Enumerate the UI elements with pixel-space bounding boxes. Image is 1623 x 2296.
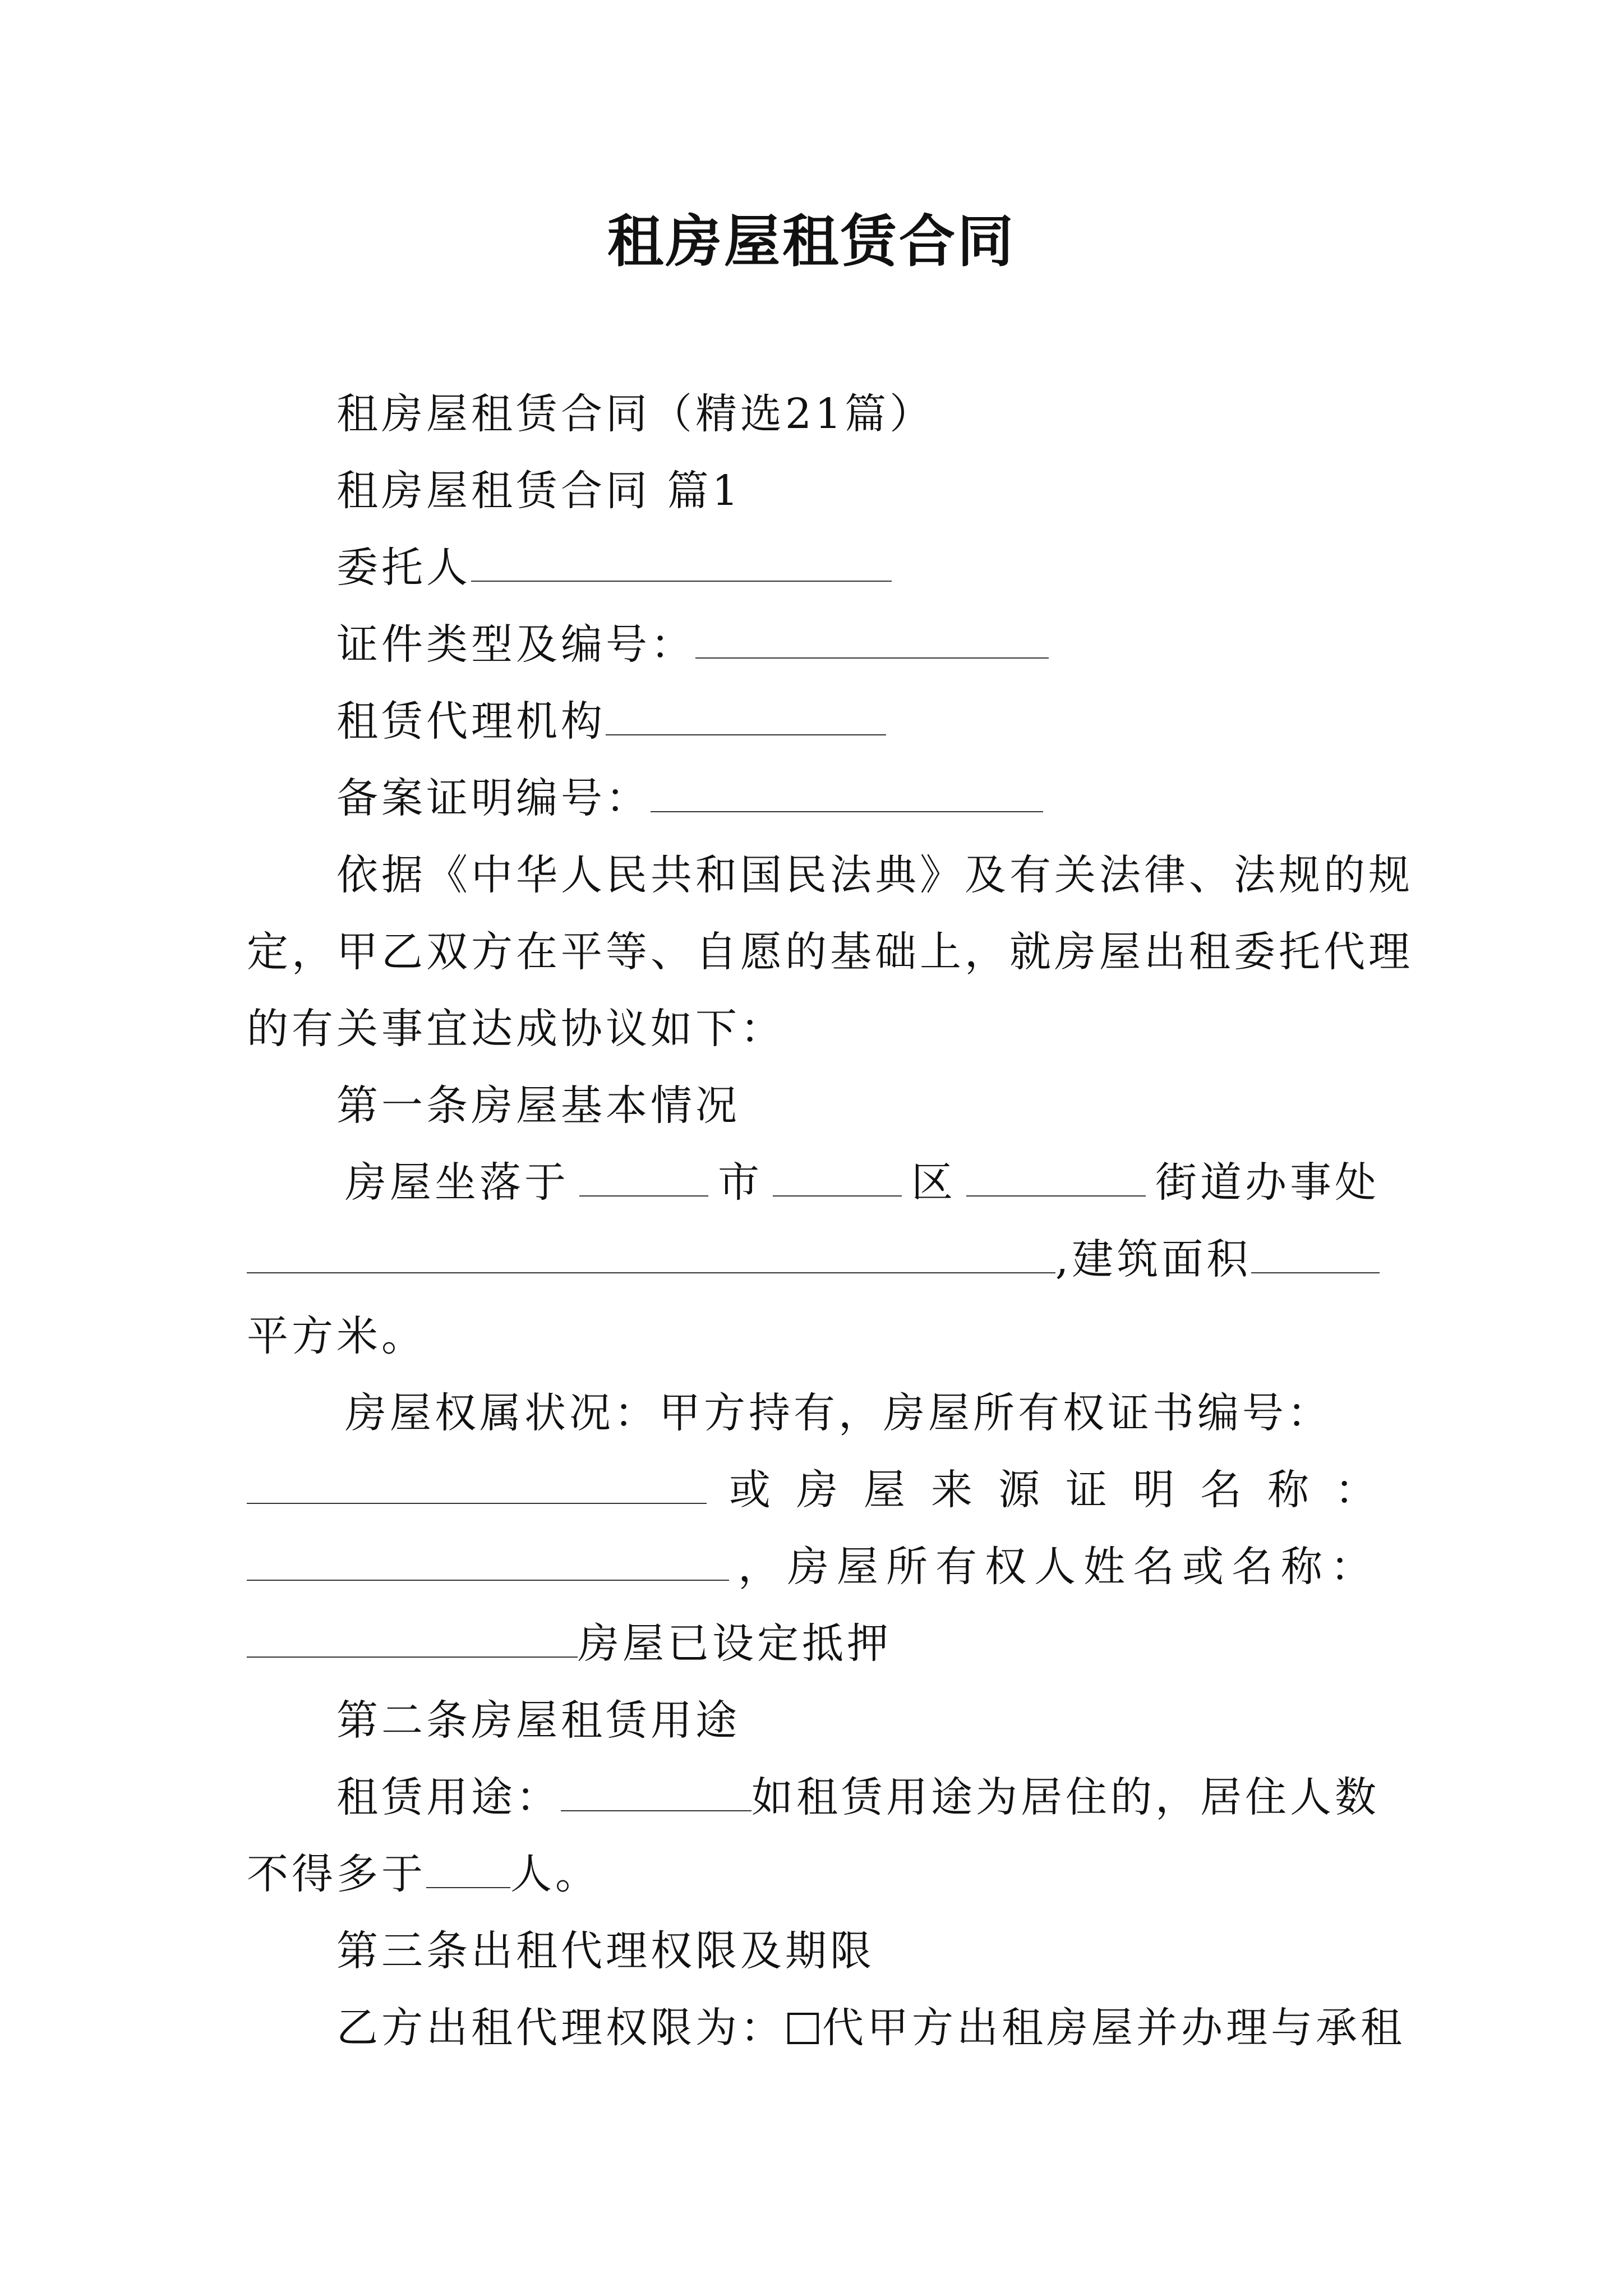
subtitle: 租房屋租赁合同（精选21篇） <box>336 390 935 438</box>
scope-prefix: 乙方出租代理权限为： <box>336 2004 785 2052</box>
area-label: ,建筑面积 <box>1055 1235 1252 1283</box>
agency-blank <box>606 695 886 735</box>
area-blank <box>1251 1233 1380 1273</box>
intro-line-1: 依据《中华人民共和国民法典》及有关法律、法规的规 <box>336 851 1413 899</box>
limit-prefix: 不得多于 <box>247 1850 426 1898</box>
use-note: 如租赁用途为居住的，居住人数 <box>751 1773 1380 1821</box>
source-char: 或 <box>729 1466 774 1514</box>
mortgage-line <box>247 1613 1380 1674</box>
scope-text: 代甲方出租房屋并办理与承租 <box>822 2004 1405 2052</box>
source-char: 称 <box>1267 1466 1312 1514</box>
checkbox-icon[interactable] <box>787 2013 819 2044</box>
source-char: 屋 <box>864 1466 909 1514</box>
record-no-label: 备案证明编号： <box>336 774 651 822</box>
id-type-field <box>247 614 1380 675</box>
document-title: 租房屋租赁合同 <box>607 208 1016 274</box>
principal-label: 委托人 <box>336 544 471 592</box>
source-char: 明 <box>1133 1466 1178 1514</box>
district-label: 区 <box>911 1158 956 1207</box>
principal-field <box>247 537 1380 599</box>
occupant-blank <box>426 1848 510 1888</box>
certificate-no-blank <box>247 1464 707 1504</box>
address-blank <box>247 1233 1055 1273</box>
use-label: 租赁用途： <box>336 1773 561 1821</box>
agency-label: 租赁代理机构 <box>336 697 606 746</box>
street-blank <box>966 1156 1146 1197</box>
source-char: 源 <box>998 1466 1043 1514</box>
source-char: 名 <box>1200 1466 1245 1514</box>
id-type-blank <box>695 618 1049 659</box>
source-name-blank <box>247 1540 729 1581</box>
limit-suffix: 人。 <box>510 1850 600 1898</box>
chapter-heading: 租房屋租赁合同 篇1 <box>336 467 742 515</box>
street-office-label: 街道办事处 <box>1155 1158 1380 1207</box>
principal-blank <box>471 541 892 582</box>
owner-name-line <box>247 1536 1380 1598</box>
article1-heading: 第一条房屋基本情况 <box>336 1082 740 1130</box>
location-prefix: 房屋坐落于 <box>345 1158 569 1207</box>
ownership-source-line <box>247 1459 1380 1521</box>
scope-line <box>247 1997 1405 2059</box>
source-char: 来 <box>931 1466 976 1514</box>
ownership-line: 房屋权属状况：甲方持有，房屋所有权证书编号： <box>345 1389 1332 1437</box>
article2-heading: 第二条房屋租赁用途 <box>336 1696 740 1745</box>
id-type-label: 证件类型及编号： <box>336 620 695 669</box>
city-blank <box>579 1156 708 1197</box>
agency-field <box>247 691 1380 752</box>
address-area-line <box>247 1228 1380 1290</box>
mortgage-label: 房屋已设定抵押 <box>578 1619 892 1668</box>
use-line <box>247 1766 1380 1828</box>
source-char: ： <box>1335 1466 1380 1514</box>
intro-line-2: 定，甲乙双方在平等、自愿的基础上，就房屋出租委托代理 <box>247 928 1413 976</box>
location-line <box>247 1152 1380 1213</box>
city-label: 市 <box>718 1158 763 1207</box>
record-no-field <box>247 767 1380 829</box>
source-char: 证 <box>1066 1466 1110 1514</box>
article3-heading: 第三条出租代理权限及期限 <box>336 1927 875 1975</box>
area-unit: 平方米。 <box>247 1312 426 1360</box>
district-blank <box>773 1156 902 1197</box>
owner-name-blank <box>247 1617 578 1658</box>
use-blank <box>561 1771 751 1811</box>
source-char: 房 <box>796 1466 841 1514</box>
occupant-limit-line <box>247 1843 1380 1905</box>
record-no-blank <box>651 772 1043 812</box>
intro-line-3: 的有关事宜达成协议如下： <box>247 1005 785 1053</box>
owner-name-label: ，房屋所有权人姓名或名称： <box>738 1543 1380 1591</box>
